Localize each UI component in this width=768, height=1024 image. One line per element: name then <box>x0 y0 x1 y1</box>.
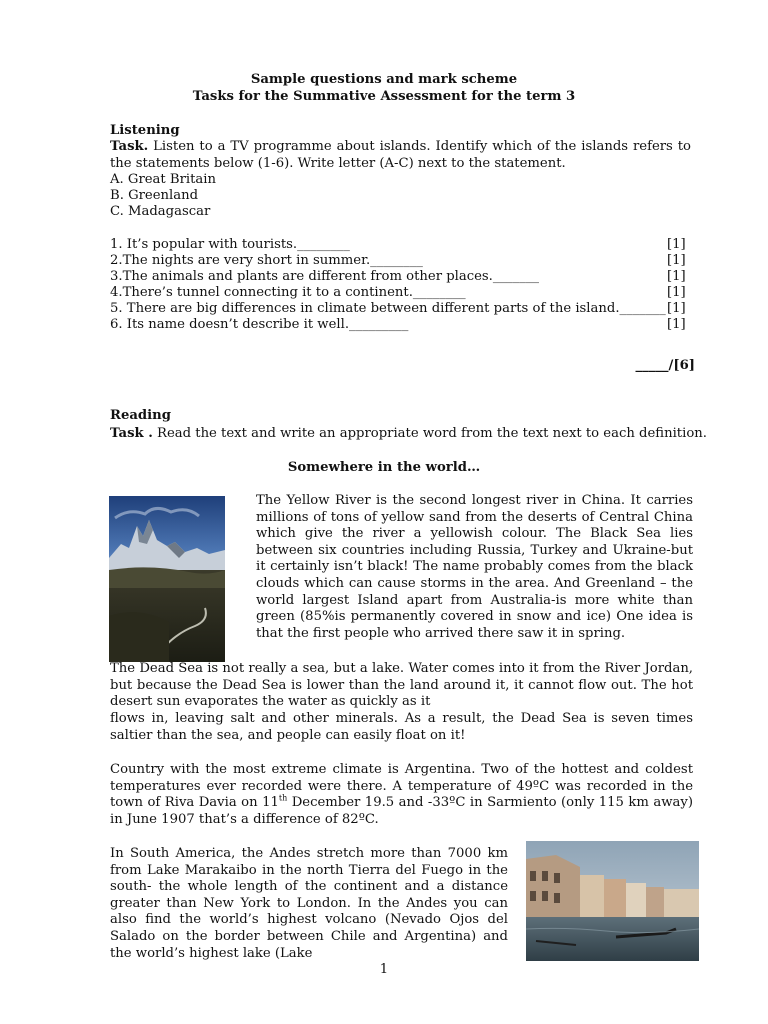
page-number: 1 <box>379 962 389 977</box>
listening-task <box>110 139 691 172</box>
ordinal-suffix: th <box>278 793 288 803</box>
question-6: 6. Its name doesn’t describe it well._________ <box>110 317 409 332</box>
question-2-mark: [1] <box>667 253 686 268</box>
question-5: 5. There are big differences in climate between different parts of the island._______ <box>110 301 666 316</box>
question-3: 3.The animals and plants are different from other places._______ <box>110 269 540 284</box>
question-4: 4.There’s tunnel connecting it to a continent.________ <box>110 285 466 300</box>
header-title: Sample questions and mark scheme <box>250 72 518 87</box>
paragraph-dead-sea-b: flows in, leaving salt and other minerals. As a result, the Dead Sea is seven times saltier than the sea, and people can easily float on it! <box>110 711 693 743</box>
header-subtitle: Tasks for the Summative Assessment for the term 3 <box>192 89 576 104</box>
option-b: B. Greenland <box>110 188 199 203</box>
paragraph-andes: In South America, the Andes stretch more than 7000 km from Lake Marakaibo in the north Tierra del Fuego in the south- the whole length of the continent and a distance greater than New York to London. In the Andes you can also find the world’s highest volcano (Nevado Ojos del Salado on the border between Chile and Argentina) and the world’s highest lake (Lake <box>110 846 508 961</box>
question-1-mark: [1] <box>667 237 686 252</box>
paragraph-argentina-post: December 19.5 and -33ºC in Sarmiento (only 115 km away) in June 1907 that’s a difference of 82ºC. <box>110 795 693 827</box>
reading-title: Somewhere in the world… <box>287 460 481 475</box>
question-3-mark: [1] <box>667 269 686 284</box>
mountain-photo <box>109 496 225 662</box>
reading-task-text: Read the text and write an appropriate word from the text next to each definition. <box>152 426 707 441</box>
reading-task-label: Task . <box>110 426 153 441</box>
question-5-mark: [1] <box>667 301 686 316</box>
reading-task <box>110 426 707 443</box>
paragraph-argentina-pre: Country with the most extreme climate is Argentina. Two of the hottest and coldest temperatures ever recorded were there. A temperature of 49ºC was recorded in the town of Riva Davia on 11 <box>110 762 693 811</box>
question-1: 1. It’s popular with tourists.________ <box>110 237 350 252</box>
reading-heading: Reading <box>110 408 171 423</box>
paragraph-yellow-river: The Yellow River is the second longest river in China. It carries millions of tons of yellow sand from the deserts of Central China which give the river a yellowish colour. The Black Sea lies between six countries including Russia, Turkey and Ukraine-but it certainly isn’t black! The name probably comes from the black clouds which can cause storms in the area. And Greenland – the world largest Island apart from Australia-is more white than green (85%is permanently covered in snow and ice) One idea is that the first people who arrived there saw it in spring. <box>256 493 693 641</box>
option-a: A. Great Britain <box>110 172 216 187</box>
question-6-mark: [1] <box>667 317 686 332</box>
paragraph-argentina <box>110 762 693 828</box>
listening-heading: Listening <box>110 123 180 138</box>
option-c: C. Madagascar <box>110 204 211 219</box>
canal-photo <box>526 841 699 961</box>
listening-total: _____/[6] <box>635 358 695 373</box>
listening-task-text: Listen to a TV programme about islands. Identify which of the islands refers to the statements below (1-6). Write letter (A-C) next to the statement. <box>110 139 691 171</box>
listening-task-label: Task. <box>110 139 149 154</box>
question-4-mark: [1] <box>667 285 686 300</box>
question-2: 2.The nights are very short in summer.________ <box>110 253 423 268</box>
paragraph-dead-sea-a: The Dead Sea is not really a sea, but a lake. Water comes into it from the River Jordan, but because the Dead Sea is lower than the land around it, it cannot flow out. The hot desert sun evaporates the water as quickly as it <box>110 661 693 710</box>
